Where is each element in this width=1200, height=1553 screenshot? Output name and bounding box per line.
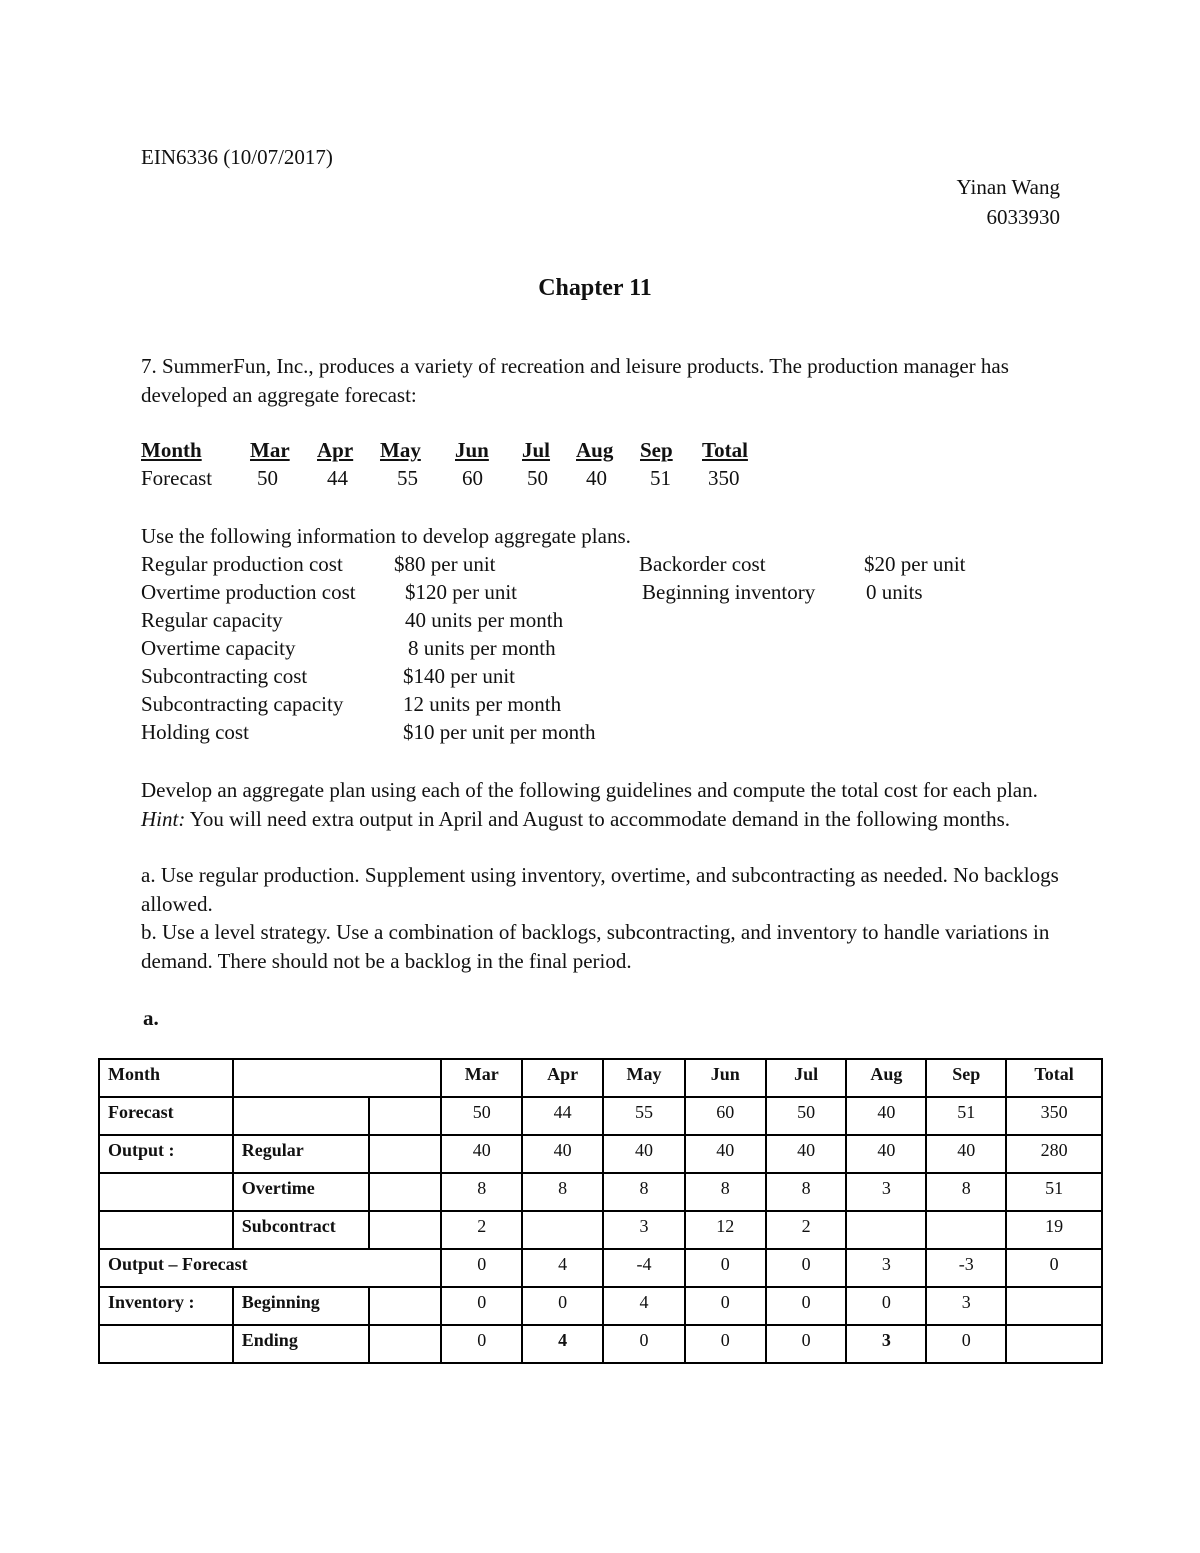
table-cell: Mar xyxy=(441,1059,522,1097)
table-cell: 0 xyxy=(766,1249,847,1287)
empty-cell xyxy=(369,1097,442,1135)
forecast-header-mar: Mar xyxy=(250,438,290,462)
aggregate-plan-table xyxy=(98,1058,1103,1364)
table-cell: 2 xyxy=(766,1211,847,1249)
info-value: 12 units per month xyxy=(403,692,562,716)
part-b-text: b. Use a level strategy. Use a combination of backlogs, subcontracting, and inventory to handle variations in demand. There should not be a backlog in the final period. xyxy=(141,920,1050,973)
table-cell: 3 xyxy=(846,1325,926,1363)
forecast-row-label: Forecast xyxy=(141,466,213,490)
author-name: Yinan Wang xyxy=(956,175,1060,199)
table-cell: 3 xyxy=(603,1211,685,1249)
table-cell: 40 xyxy=(926,1135,1006,1173)
forecast-value-aug: 40 xyxy=(586,466,607,490)
table-cell: May xyxy=(603,1059,685,1097)
table-cell: 8 xyxy=(766,1173,847,1211)
table-cell: 280 xyxy=(1006,1135,1102,1173)
empty-cell xyxy=(369,1173,442,1211)
table-cell xyxy=(1006,1325,1102,1363)
hint-label: Hint: xyxy=(141,806,186,831)
forecast-value-apr: 44 xyxy=(327,466,348,490)
empty-cell xyxy=(369,1211,442,1249)
table-cell: 4 xyxy=(603,1287,685,1325)
row-sublabel xyxy=(233,1059,442,1097)
table-cell xyxy=(522,1211,603,1249)
table-cell: 3 xyxy=(846,1173,926,1211)
table-cell: 55 xyxy=(603,1097,685,1135)
table-cell: 0 xyxy=(441,1325,522,1363)
table-cell: 8 xyxy=(603,1173,685,1211)
row-label: Forecast xyxy=(99,1097,233,1135)
row-label: Month xyxy=(99,1059,233,1097)
forecast-header-month: Month xyxy=(141,438,202,462)
info-value: $10 per unit per month xyxy=(403,720,596,744)
info-value: $20 per unit xyxy=(864,552,966,576)
info-label: Overtime production cost xyxy=(141,580,356,604)
info-label: Overtime capacity xyxy=(141,636,296,660)
empty-cell xyxy=(369,1287,442,1325)
table-row xyxy=(99,1211,1102,1249)
table-cell: 8 xyxy=(441,1173,522,1211)
table-cell: 0 xyxy=(685,1325,766,1363)
info-label: Subcontracting cost xyxy=(141,664,308,688)
forecast-header-sep: Sep xyxy=(640,438,673,462)
row-sublabel: Regular xyxy=(233,1135,369,1173)
table-cell: 350 xyxy=(1006,1097,1102,1135)
table-cell: 44 xyxy=(522,1097,603,1135)
forecast-header-aug: Aug xyxy=(576,438,614,462)
info-label: Backorder cost xyxy=(639,552,766,576)
row-label xyxy=(99,1173,233,1211)
info-intro: Use the following information to develop aggregate plans. xyxy=(141,524,631,548)
forecast-value-jul: 50 xyxy=(527,466,548,490)
forecast-value-total: 350 xyxy=(708,466,740,490)
table-cell: 0 xyxy=(685,1287,766,1325)
info-label: Regular capacity xyxy=(141,608,283,632)
chapter-title: Chapter 11 xyxy=(538,275,652,301)
table-cell: 0 xyxy=(926,1325,1006,1363)
forecast-header-apr: Apr xyxy=(317,438,354,462)
table-cell: Jul xyxy=(766,1059,847,1097)
answer-label: a. xyxy=(143,1006,159,1030)
table-cell: 0 xyxy=(441,1287,522,1325)
table-row xyxy=(99,1249,1102,1287)
table-cell: 8 xyxy=(522,1173,603,1211)
info-value: $80 per unit xyxy=(394,552,496,576)
row-sublabel: Ending xyxy=(233,1325,369,1363)
info-value: $120 per unit xyxy=(405,580,517,604)
table-cell: 51 xyxy=(1006,1173,1102,1211)
table-cell: 40 xyxy=(846,1097,926,1135)
forecast-value-sep: 51 xyxy=(650,466,671,490)
info-value: 40 units per month xyxy=(405,608,564,632)
row-label: Output : xyxy=(99,1135,233,1173)
table-cell: Aug xyxy=(846,1059,926,1097)
row-sublabel xyxy=(233,1097,369,1135)
table-row xyxy=(99,1173,1102,1211)
table-cell xyxy=(926,1211,1006,1249)
forecast-header-may: May xyxy=(380,438,421,462)
row-label: Output – Forecast xyxy=(99,1249,441,1287)
part-a-text: a. Use regular production. Supplement using inventory, overtime, and subcontracting as needed. No backlogs allowed. xyxy=(141,863,1059,916)
table-cell: 40 xyxy=(685,1135,766,1173)
instructions-text: Develop an aggregate plan using each of the following guidelines and compute the total cost for each plan. xyxy=(141,778,1038,802)
table-cell: 0 xyxy=(603,1325,685,1363)
table-cell: 12 xyxy=(685,1211,766,1249)
table-cell: 50 xyxy=(441,1097,522,1135)
table-cell: 4 xyxy=(522,1249,603,1287)
student-id: 6033930 xyxy=(986,205,1060,229)
table-cell: 40 xyxy=(766,1135,847,1173)
table-cell: -4 xyxy=(603,1249,685,1287)
table-row xyxy=(99,1325,1102,1363)
table-cell: 0 xyxy=(766,1287,847,1325)
row-label xyxy=(99,1325,233,1363)
table-cell: Sep xyxy=(926,1059,1006,1097)
forecast-header-jun: Jun xyxy=(455,438,489,462)
table-cell xyxy=(1006,1287,1102,1325)
table-cell: 0 xyxy=(685,1249,766,1287)
table-cell: 51 xyxy=(926,1097,1006,1135)
table-cell: 40 xyxy=(846,1135,926,1173)
table-cell: 40 xyxy=(603,1135,685,1173)
table-cell: 0 xyxy=(1006,1249,1102,1287)
table-cell: Total xyxy=(1006,1059,1102,1097)
table-cell: Jun xyxy=(685,1059,766,1097)
info-value: 0 units xyxy=(866,580,923,604)
row-label xyxy=(99,1211,233,1249)
table-row xyxy=(99,1059,1102,1097)
table-cell xyxy=(846,1211,926,1249)
row-label: Inventory : xyxy=(99,1287,233,1325)
info-label: Regular production cost xyxy=(141,552,343,576)
table-row xyxy=(99,1287,1102,1325)
table-row xyxy=(99,1097,1102,1135)
empty-cell xyxy=(369,1325,442,1363)
row-sublabel: Subcontract xyxy=(233,1211,369,1249)
table-cell: 0 xyxy=(766,1325,847,1363)
table-cell: 60 xyxy=(685,1097,766,1135)
row-sublabel: Overtime xyxy=(233,1173,369,1211)
table-cell: 2 xyxy=(441,1211,522,1249)
table-cell: 40 xyxy=(522,1135,603,1173)
forecast-value-mar: 50 xyxy=(257,466,278,490)
forecast-header-total: Total xyxy=(702,438,748,462)
row-sublabel: Beginning xyxy=(233,1287,369,1325)
empty-cell xyxy=(369,1135,442,1173)
table-cell: 3 xyxy=(926,1287,1006,1325)
table-cell: 8 xyxy=(926,1173,1006,1211)
table-cell: 8 xyxy=(685,1173,766,1211)
table-cell: 19 xyxy=(1006,1211,1102,1249)
table-cell: 0 xyxy=(441,1249,522,1287)
course-header: EIN6336 (10/07/2017) xyxy=(141,145,333,169)
info-label: Holding cost xyxy=(141,720,249,744)
table-cell: 0 xyxy=(522,1287,603,1325)
info-label: Subcontracting capacity xyxy=(141,692,344,716)
problem-intro: 7. SummerFun, Inc., produces a variety of recreation and leisure products. The production manager has developed an aggregate forecast: xyxy=(141,354,1009,407)
info-label: Beginning inventory xyxy=(642,580,816,604)
table-cell: 50 xyxy=(766,1097,847,1135)
table-cell: 40 xyxy=(441,1135,522,1173)
table-cell: 3 xyxy=(846,1249,926,1287)
instructions-text-2: You will need extra output in April and August to accommodate demand in the following months. xyxy=(185,806,1011,831)
table-cell: -3 xyxy=(926,1249,1006,1287)
forecast-value-jun: 60 xyxy=(462,466,483,490)
table-row xyxy=(99,1135,1102,1173)
table-cell: 0 xyxy=(846,1287,926,1325)
table-cell: 4 xyxy=(522,1325,603,1363)
instructions xyxy=(141,776,1071,833)
table-cell: Apr xyxy=(522,1059,603,1097)
forecast-header-jul: Jul xyxy=(522,438,551,462)
info-value: 8 units per month xyxy=(408,636,556,660)
forecast-value-may: 55 xyxy=(397,466,418,490)
info-value: $140 per unit xyxy=(403,664,515,688)
